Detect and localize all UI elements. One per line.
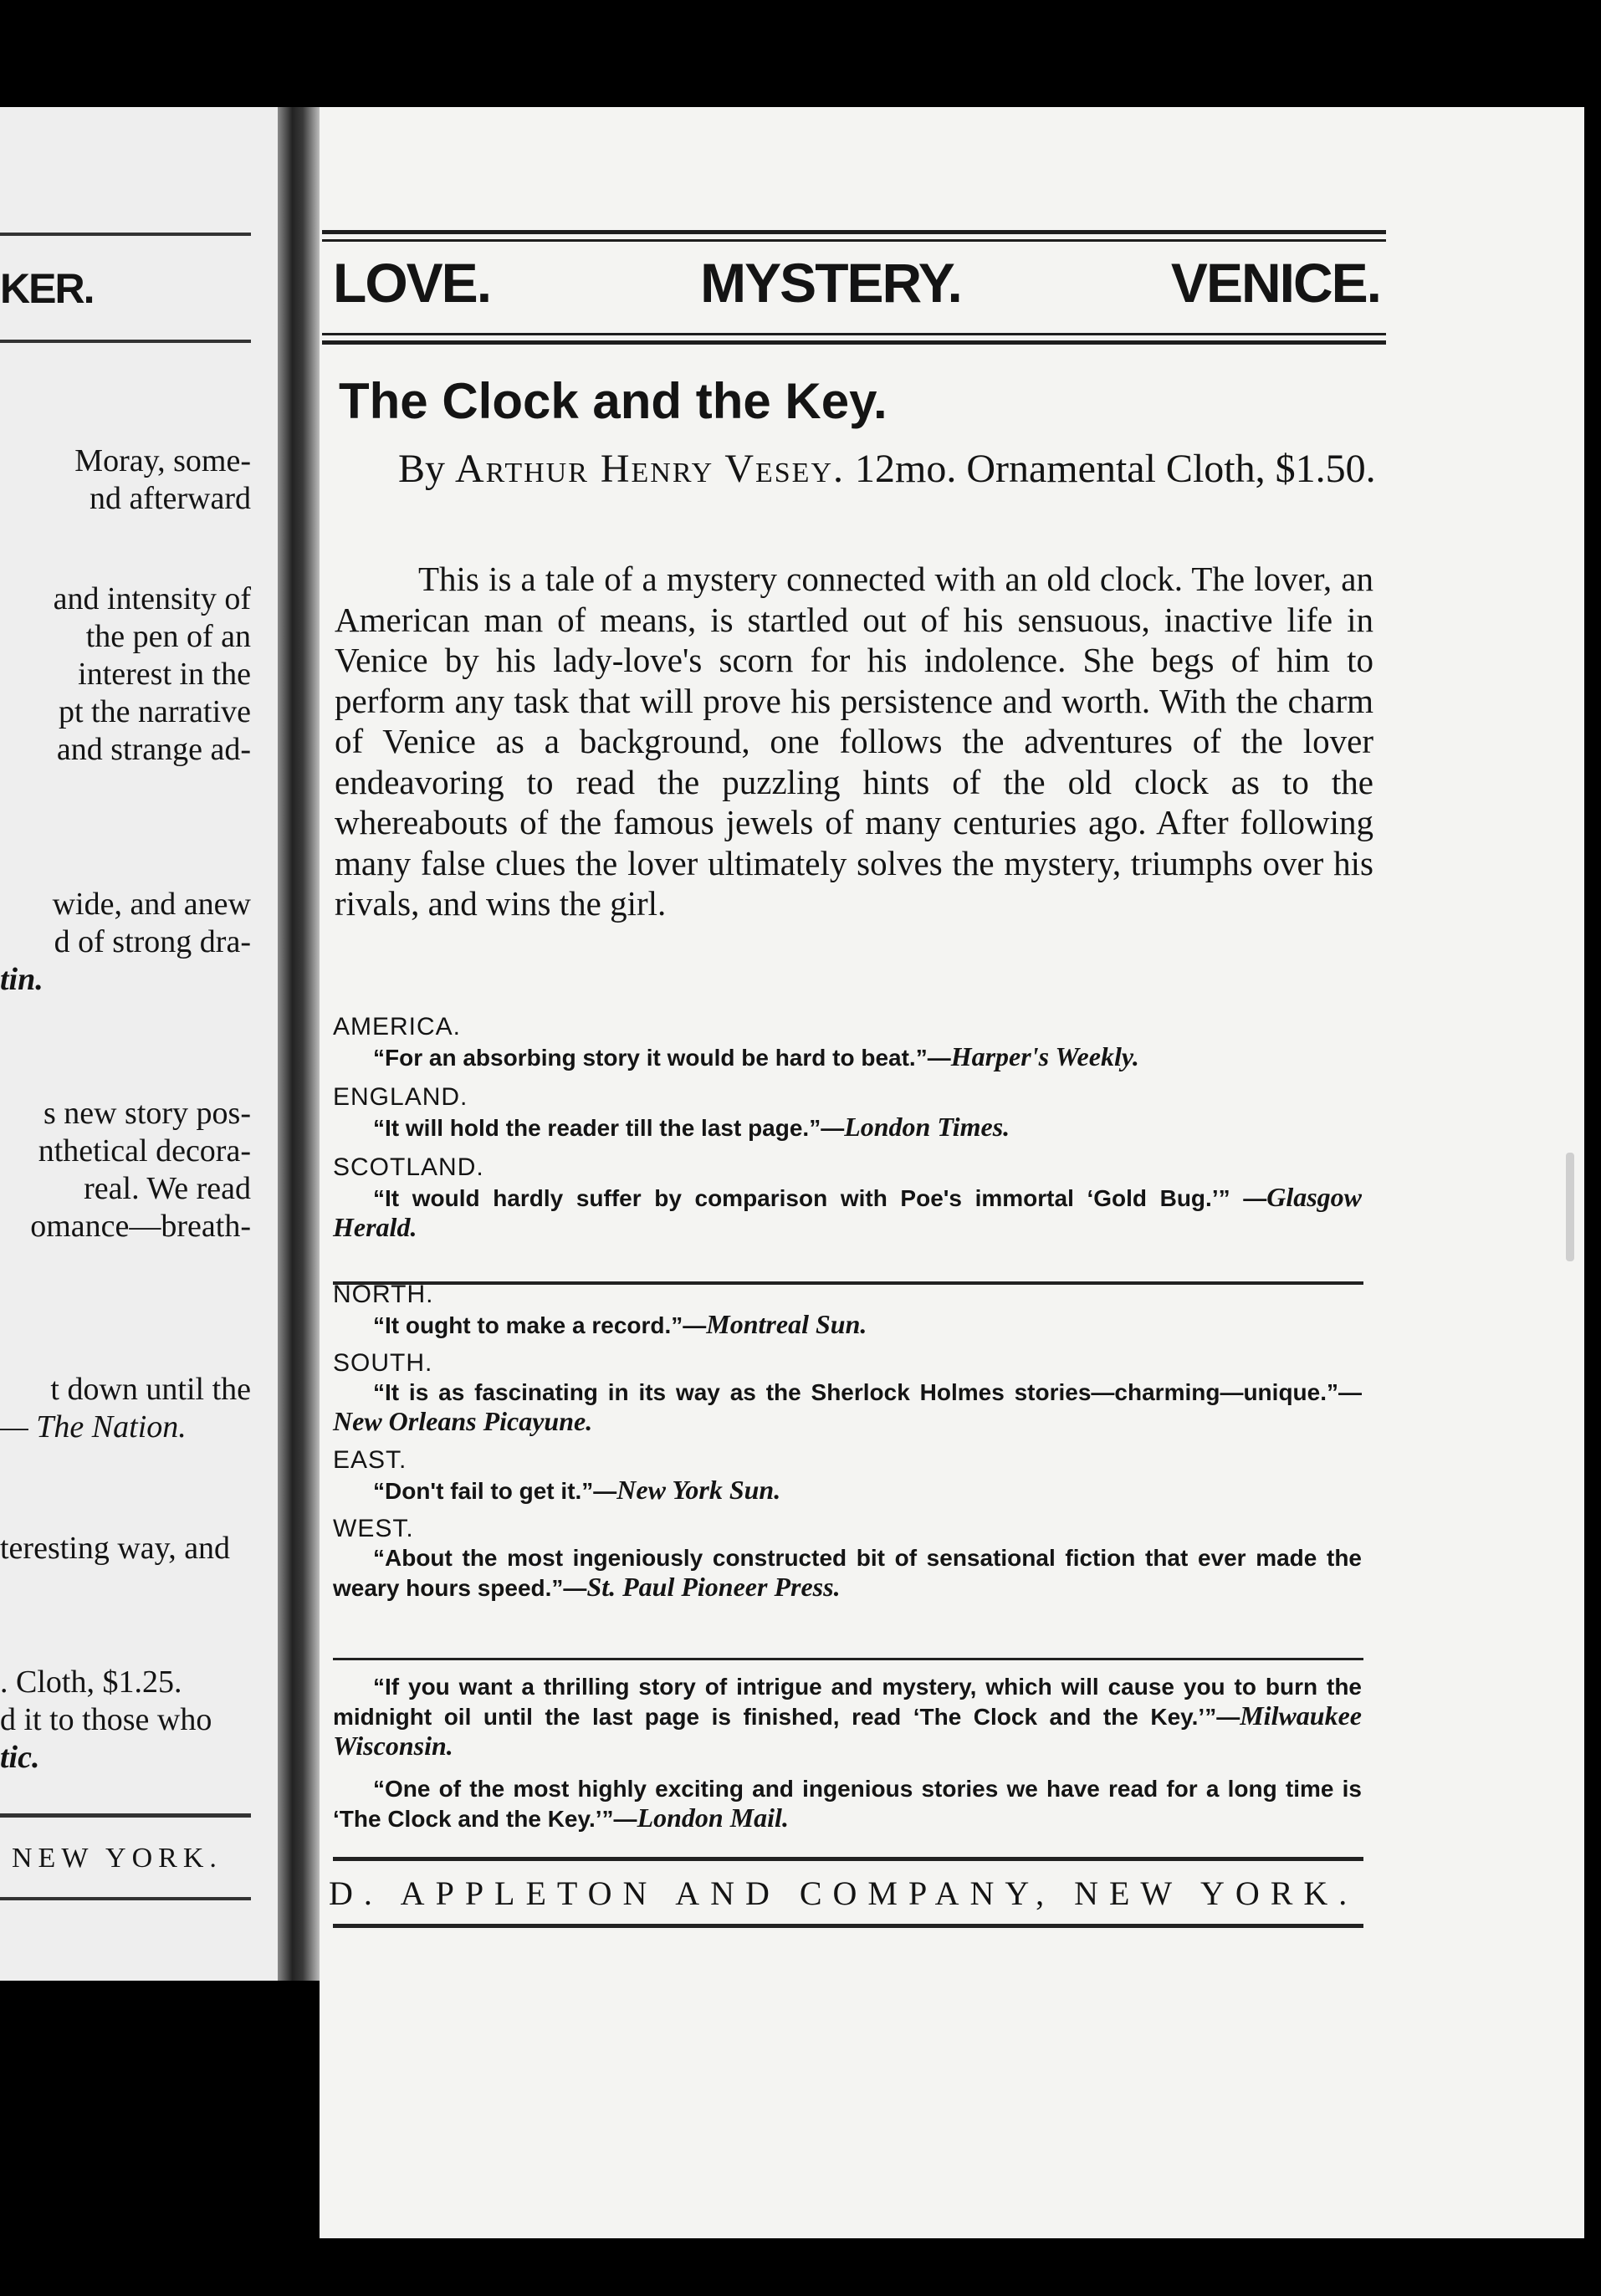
review-item — [333, 1153, 1362, 1243]
review-region: WEST. — [333, 1515, 414, 1542]
review-quote: “If you want a thrilling story of intrigue and mystery, which will cause you to burn the midnight oil until the last page is finished, read ‘The Clock and the Key.’”—Milwaukee Wisconsin. — [333, 1674, 1362, 1761]
left-footer: NEW YORK. — [12, 1843, 223, 1874]
section-rule — [333, 1658, 1363, 1660]
review-source: Harper's Weekly. — [950, 1041, 1139, 1071]
left-footer-rule-bottom — [0, 1897, 251, 1900]
review-source: Glasgow Herald. — [333, 1182, 1362, 1242]
left-line: — The Nation. — [0, 1409, 187, 1445]
review-region: ENGLAND. — [333, 1083, 468, 1111]
review-quote: “For an absorbing story it would be hard to beat.”—Harper's Weekly. — [373, 1041, 1139, 1071]
review-item — [333, 1280, 1362, 1340]
review-source: London Mail. — [637, 1803, 789, 1833]
review-source: St. Paul Pioneer Press. — [586, 1572, 841, 1602]
review-item — [333, 1012, 1362, 1072]
review-quote: “It would hardly suffer by comparison with Poe's immortal ‘Gold Bug.’” —Glasgow Herald. — [333, 1182, 1362, 1242]
header-love: LOVE. — [333, 252, 491, 314]
left-line: s new story pos- — [43, 1096, 251, 1131]
section-header — [333, 251, 1380, 314]
book-title: The Clock and the Key. — [339, 373, 887, 429]
header-mystery: MYSTERY. — [700, 252, 961, 314]
left-footer-rule — [0, 1813, 251, 1818]
review-item — [333, 1514, 1362, 1603]
review-quote: “About the most ingeniously constructed bit of sensational fiction that ever made the weary hours speed.”—St. Paul Pioneer Press. — [333, 1545, 1362, 1602]
left-header-rule — [0, 340, 251, 343]
review-region: SOUTH. — [333, 1349, 433, 1377]
review-quote: “It ought to make a record.”—Montreal Sun. — [373, 1309, 867, 1339]
reviews-by-country — [333, 1012, 1362, 1243]
review-source: Montreal Sun. — [706, 1309, 867, 1339]
byline-by: By — [398, 447, 446, 491]
page-speck — [1566, 1153, 1574, 1261]
left-line: wide, and anew — [52, 887, 251, 922]
review-region: EAST. — [333, 1446, 407, 1474]
left-line: d it to those who — [0, 1702, 212, 1737]
review-region: NORTH. — [333, 1281, 434, 1308]
left-line: real. We read — [84, 1171, 251, 1206]
review-quote: “It is as fascinating in its way as the Sherlock Holmes stories—charming—unique.”—New Orleans Picayune. — [333, 1379, 1362, 1436]
left-line: tic. — [0, 1740, 40, 1775]
review-source: Milwaukee Wisconsin. — [333, 1700, 1362, 1761]
left-line: d of strong dra- — [54, 924, 251, 959]
header-venice: VENICE. — [1170, 252, 1380, 314]
review-quote: “One of the most highly exciting and ingenious stories we have read for a long time is ‘The Clock and the Key.’”—London Mail. — [333, 1776, 1362, 1833]
review-quote: “It will hold the reader till the last page.”—London Times. — [373, 1112, 1010, 1142]
author-name: Arthur Henry Vesey. — [455, 447, 846, 491]
book-details: 12mo. Ornamental Cloth, $1.50. — [855, 447, 1376, 491]
publisher-bottom-rule — [333, 1924, 1363, 1928]
publisher-imprint: D. APPLETON AND COMPANY, NEW YORK. — [329, 1874, 1358, 1912]
left-line: and intensity of — [53, 581, 251, 616]
left-line: nd afterward — [89, 481, 251, 516]
press-reviews — [333, 1673, 1362, 1833]
left-line: pt the narrative — [58, 694, 251, 729]
review-quote: “Don't fail to get it.”—New York Sun. — [373, 1475, 781, 1505]
review-item — [333, 1082, 1362, 1143]
left-line: the pen of an — [85, 619, 251, 654]
review-region: AMERICA. — [333, 1013, 462, 1041]
review-source: New York Sun. — [616, 1475, 781, 1505]
left-line: teresting way, and — [0, 1531, 231, 1566]
review-item — [333, 1348, 1362, 1437]
review-region: SCOTLAND. — [333, 1153, 484, 1181]
left-line: nthetical decora- — [38, 1133, 251, 1168]
left-facing-page — [0, 107, 278, 1981]
left-top-rule — [0, 233, 251, 236]
book-gutter — [278, 107, 320, 1981]
header-top-double-rule — [322, 230, 1386, 242]
review-item — [333, 1445, 1362, 1506]
byline — [335, 445, 1376, 493]
publisher-top-rule — [333, 1857, 1363, 1861]
reviews-by-direction — [333, 1280, 1362, 1603]
left-line: and strange ad- — [56, 732, 251, 767]
left-line: . Cloth, $1.25. — [0, 1664, 182, 1700]
left-line: Moray, some- — [74, 443, 251, 478]
left-line: omance—breath- — [30, 1209, 251, 1244]
left-line: tin. — [0, 962, 43, 997]
left-page-header: KER. — [0, 265, 94, 312]
header-bottom-double-rule — [322, 333, 1386, 345]
review-source: London Times. — [844, 1112, 1010, 1142]
left-line: t down until the — [50, 1372, 251, 1407]
review-source: New Orleans Picayune. — [333, 1406, 593, 1436]
left-line: interest in the — [78, 657, 251, 692]
book-description: This is a tale of a mystery connected with an old clock. The lover, an American man of means, is startled out of his sensuous, inactive life in Venice by his lady-love's scorn for his indolence. She begs of him to perform any task that will prove his persistence and worth. With the charm of Venice as a background, one follows the adventures of the lover endeavoring to read the puzzling hints of the old clock as to the whereabouts of the famous jewels of many centuries ago. After following many false clues the lover ultimately solves the mystery, triumphs over his rivals, and wins the girl. — [335, 560, 1373, 923]
